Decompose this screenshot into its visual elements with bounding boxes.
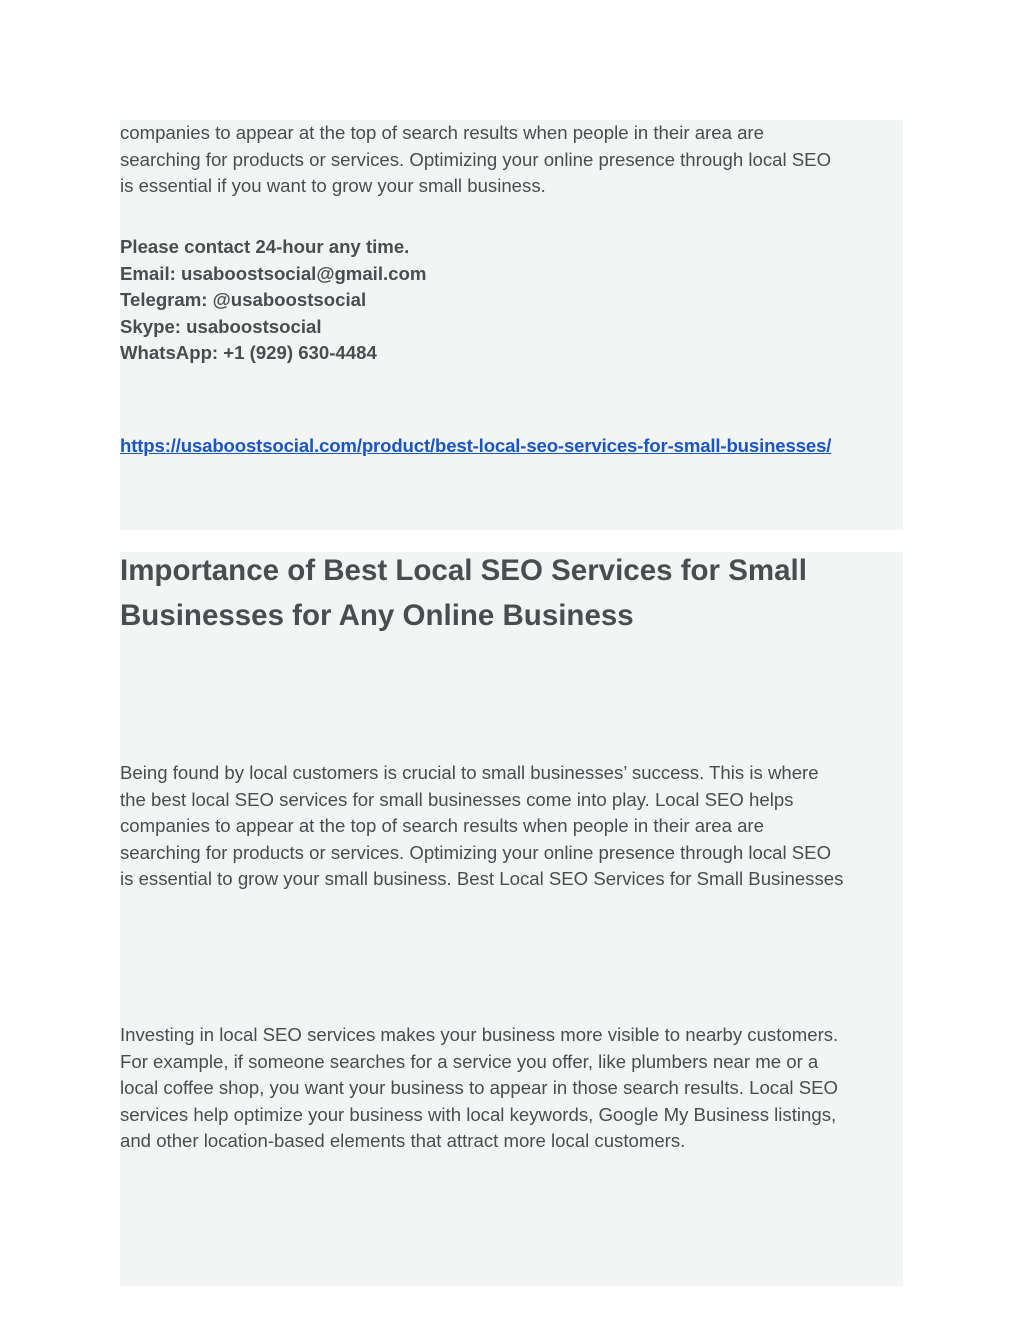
text-line: is essential to grow your small business. Best Local SEO Services for Small Businesses bbox=[120, 868, 844, 889]
text-line: searching for products or services. Optimizing your online presence through local SEO bbox=[120, 841, 832, 863]
intro-paragraph bbox=[120, 120, 910, 200]
text-line: the best local SEO services for small businesses come into play. Local SEO helps bbox=[120, 788, 794, 810]
text-line: local coffee shop, you want your business to appear in those search results. Local SEO bbox=[120, 1077, 838, 1098]
text-line: searching for products or services. Optimizing your online presence through local SEO bbox=[120, 148, 832, 170]
text-line: companies to appear at the top of search results when people in their area are bbox=[120, 815, 764, 836]
heading-line: Importance of Best Local SEO Services for Small bbox=[120, 554, 807, 587]
section-heading bbox=[120, 548, 807, 638]
text-line: For example, if someone searches for a service you offer, like plumbers near me or a bbox=[120, 1050, 819, 1072]
heading-line: Businesses for Any Online Business bbox=[120, 599, 634, 632]
content-panel-section bbox=[120, 552, 903, 1286]
product-link[interactable]: https://usaboostsocial.com/product/best-local-seo-services-for-small-businesses/ bbox=[120, 435, 832, 456]
contact-heading: Please contact 24-hour any time. bbox=[120, 236, 410, 257]
paragraph-investing bbox=[120, 1022, 910, 1155]
contact-telegram: Telegram: @usaboostsocial bbox=[120, 289, 367, 310]
text-line: services help optimize your business with local keywords, Google My Business listings, bbox=[120, 1103, 837, 1125]
contact-whatsapp: WhatsApp: +1 (929) 630-4484 bbox=[120, 342, 377, 363]
contact-info bbox=[120, 234, 426, 367]
contact-email: Email: usaboostsocial@gmail.com bbox=[120, 262, 427, 284]
paragraph-local-customers bbox=[120, 760, 910, 893]
text-line: Investing in local SEO services makes your business more visible to nearby customers. bbox=[120, 1024, 839, 1045]
text-line: is essential if you want to grow your small business. bbox=[120, 175, 546, 196]
content-panel-top bbox=[120, 120, 903, 530]
text-line: Being found by local customers is crucial to small businesses’ success. This is where bbox=[120, 762, 819, 783]
contact-skype: Skype: usaboostsocial bbox=[120, 315, 322, 337]
text-line: and other location-based elements that attract more local customers. bbox=[120, 1130, 686, 1151]
text-line: companies to appear at the top of search results when people in their area are bbox=[120, 122, 764, 143]
